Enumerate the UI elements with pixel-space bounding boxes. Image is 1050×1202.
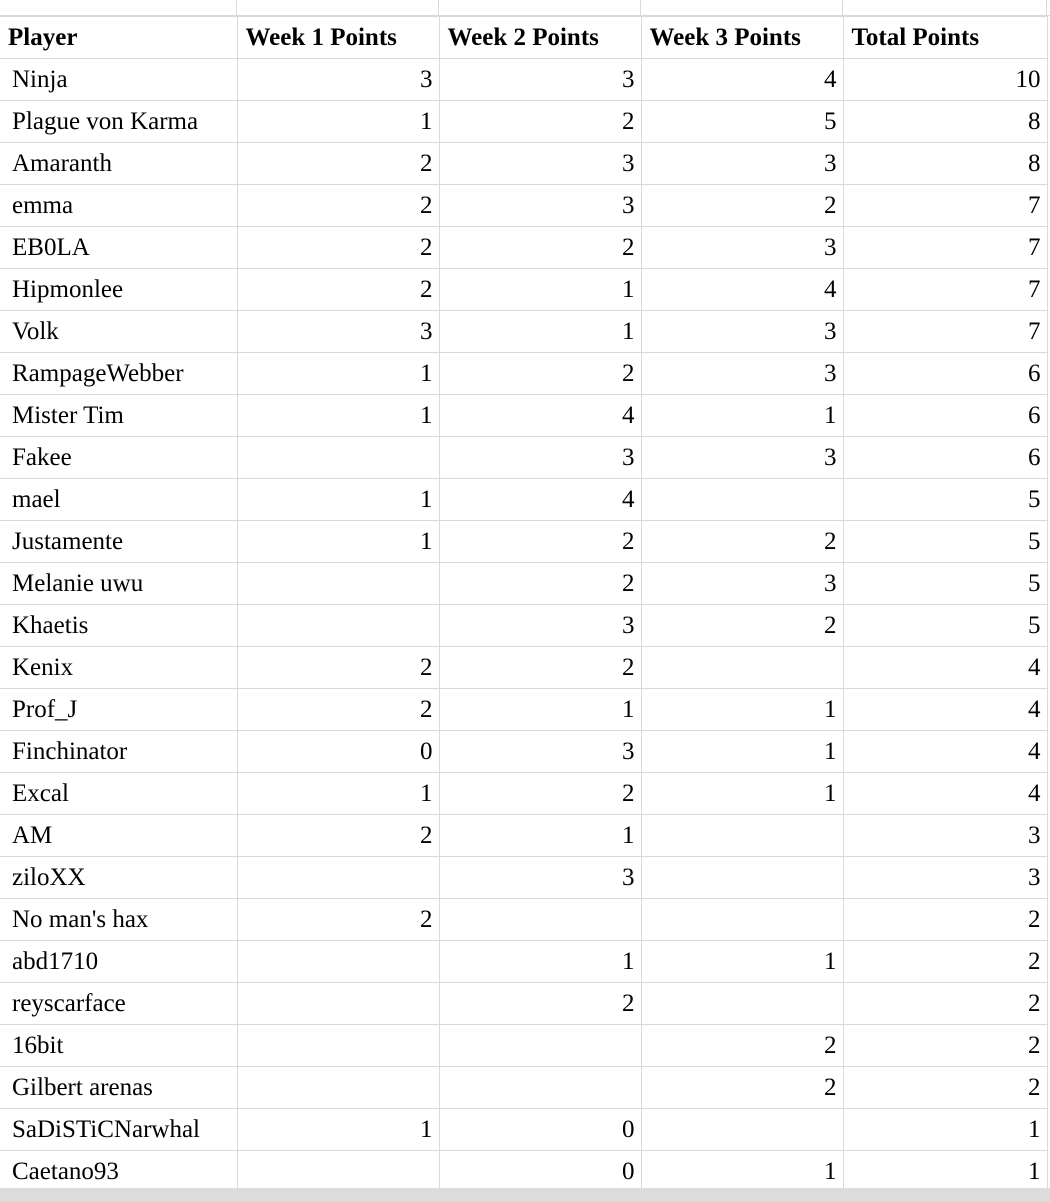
player-cell[interactable]: AM — [0, 815, 237, 857]
player-cell[interactable]: Hipmonlee — [0, 269, 237, 311]
week-3-cell[interactable]: 2 — [641, 605, 843, 647]
week-2-cell[interactable]: 4 — [439, 479, 641, 521]
table-row — [0, 647, 1047, 689]
table-row — [0, 605, 1047, 647]
player-cell[interactable]: EB0LA — [0, 227, 237, 269]
horizontal-scrollbar[interactable] — [0, 1188, 1050, 1202]
total-cell[interactable]: 2 — [843, 1067, 1047, 1109]
week-3-cell[interactable] — [641, 899, 843, 941]
player-cell[interactable]: emma — [0, 185, 237, 227]
total-cell[interactable]: 5 — [843, 563, 1047, 605]
total-cell[interactable]: 5 — [843, 479, 1047, 521]
week-3-cell[interactable]: 4 — [641, 59, 843, 101]
total-cell[interactable]: 7 — [843, 269, 1047, 311]
total-cell[interactable]: 4 — [843, 647, 1047, 689]
table-row — [0, 143, 1047, 185]
week-1-cell[interactable]: 2 — [237, 815, 439, 857]
week-3-cell[interactable]: 1 — [641, 731, 843, 773]
points-table — [0, 16, 1048, 1188]
week-3-cell[interactable]: 3 — [641, 437, 843, 479]
total-cell[interactable]: 7 — [843, 227, 1047, 269]
week-1-cell[interactable]: 2 — [237, 899, 439, 941]
table-row — [0, 1109, 1047, 1151]
header-week-1-points[interactable]: Week 1 Points — [237, 17, 439, 59]
week-3-cell[interactable]: 3 — [641, 143, 843, 185]
week-3-cell[interactable]: 1 — [641, 773, 843, 815]
table-body — [0, 59, 1047, 1189]
strip-cell[interactable] — [0, 0, 237, 16]
week-2-cell[interactable]: 3 — [439, 437, 641, 479]
table-row — [0, 311, 1047, 353]
week-2-cell[interactable]: 1 — [439, 311, 641, 353]
total-cell[interactable]: 4 — [843, 731, 1047, 773]
week-3-cell[interactable]: 2 — [641, 1025, 843, 1067]
week-3-cell[interactable] — [641, 815, 843, 857]
week-1-cell[interactable] — [237, 1025, 439, 1067]
week-2-cell[interactable]: 3 — [439, 143, 641, 185]
table-row — [0, 269, 1047, 311]
total-cell[interactable]: 2 — [843, 941, 1047, 983]
total-cell[interactable]: 2 — [843, 899, 1047, 941]
week-3-cell[interactable]: 3 — [641, 227, 843, 269]
table-row — [0, 395, 1047, 437]
week-2-cell[interactable]: 3 — [439, 185, 641, 227]
week-1-cell[interactable] — [237, 563, 439, 605]
total-cell[interactable]: 8 — [843, 101, 1047, 143]
week-3-cell[interactable]: 1 — [641, 941, 843, 983]
player-cell[interactable]: ziloXX — [0, 857, 237, 899]
total-cell[interactable]: 2 — [843, 1025, 1047, 1067]
week-2-cell[interactable]: 3 — [439, 59, 641, 101]
hidden-row-strip — [0, 0, 1050, 16]
total-cell[interactable]: 7 — [843, 185, 1047, 227]
table-row — [0, 1025, 1047, 1067]
strip-cell[interactable] — [843, 0, 1047, 16]
player-cell[interactable]: Plague von Karma — [0, 101, 237, 143]
header-week-3-points[interactable]: Week 3 Points — [641, 17, 843, 59]
table-row — [0, 941, 1047, 983]
week-3-cell[interactable] — [641, 647, 843, 689]
week-3-cell[interactable]: 1 — [641, 689, 843, 731]
total-cell[interactable]: 8 — [843, 143, 1047, 185]
week-3-cell[interactable]: 2 — [641, 185, 843, 227]
week-2-cell[interactable]: 1 — [439, 689, 641, 731]
player-cell[interactable]: SaDiSTiCNarwhal — [0, 1109, 237, 1151]
total-cell[interactable]: 6 — [843, 395, 1047, 437]
week-2-cell[interactable]: 4 — [439, 395, 641, 437]
table-row — [0, 59, 1047, 101]
table-row — [0, 185, 1047, 227]
total-cell[interactable]: 1 — [843, 1109, 1047, 1151]
week-1-cell[interactable] — [237, 941, 439, 983]
total-cell[interactable]: 6 — [843, 353, 1047, 395]
table-row — [0, 521, 1047, 563]
total-cell[interactable]: 3 — [843, 815, 1047, 857]
week-2-cell[interactable]: 0 — [439, 1151, 641, 1189]
player-cell[interactable]: No man's hax — [0, 899, 237, 941]
week-2-cell[interactable]: 3 — [439, 731, 641, 773]
week-1-cell[interactable]: 1 — [237, 521, 439, 563]
week-2-cell[interactable]: 2 — [439, 521, 641, 563]
week-3-cell[interactable]: 1 — [641, 395, 843, 437]
week-1-cell[interactable]: 1 — [237, 395, 439, 437]
player-cell[interactable]: Prof_J — [0, 689, 237, 731]
player-cell[interactable]: Amaranth — [0, 143, 237, 185]
week-2-cell[interactable]: 2 — [439, 773, 641, 815]
week-1-cell[interactable]: 1 — [237, 773, 439, 815]
player-cell[interactable]: Justamente — [0, 521, 237, 563]
total-cell[interactable]: 10 — [843, 59, 1047, 101]
table-row — [0, 563, 1047, 605]
week-2-cell[interactable]: 2 — [439, 563, 641, 605]
week-1-cell[interactable]: 1 — [237, 101, 439, 143]
total-cell[interactable]: 5 — [843, 605, 1047, 647]
week-2-cell[interactable]: 3 — [439, 857, 641, 899]
week-1-cell[interactable]: 1 — [237, 353, 439, 395]
week-2-cell[interactable]: 2 — [439, 101, 641, 143]
header-week-2-points[interactable]: Week 2 Points — [439, 17, 641, 59]
player-cell[interactable]: RampageWebber — [0, 353, 237, 395]
table-row — [0, 773, 1047, 815]
week-3-cell[interactable]: 2 — [641, 521, 843, 563]
week-3-cell[interactable] — [641, 479, 843, 521]
table-row — [0, 731, 1047, 773]
week-1-cell[interactable] — [237, 1067, 439, 1109]
player-cell[interactable]: Fakee — [0, 437, 237, 479]
player-cell[interactable]: mael — [0, 479, 237, 521]
total-cell[interactable]: 1 — [843, 1151, 1047, 1189]
week-3-cell[interactable]: 3 — [641, 311, 843, 353]
week-3-cell[interactable] — [641, 1109, 843, 1151]
week-1-cell[interactable] — [237, 857, 439, 899]
player-cell[interactable]: Mister Tim — [0, 395, 237, 437]
table-row — [0, 479, 1047, 521]
week-3-cell[interactable]: 2 — [641, 1067, 843, 1109]
week-2-cell[interactable]: 2 — [439, 353, 641, 395]
week-2-cell[interactable]: 2 — [439, 227, 641, 269]
player-cell[interactable]: Caetano93 — [0, 1151, 237, 1189]
table-row — [0, 353, 1047, 395]
total-cell[interactable]: 7 — [843, 311, 1047, 353]
week-1-cell[interactable]: 2 — [237, 227, 439, 269]
strip-cell[interactable] — [237, 0, 439, 16]
week-1-cell[interactable]: 3 — [237, 311, 439, 353]
player-cell[interactable]: Kenix — [0, 647, 237, 689]
table-row — [0, 815, 1047, 857]
table-row — [0, 101, 1047, 143]
week-2-cell[interactable] — [439, 1025, 641, 1067]
week-3-cell[interactable]: 3 — [641, 353, 843, 395]
week-1-cell[interactable] — [237, 437, 439, 479]
header-row — [0, 17, 1047, 59]
week-1-cell[interactable] — [237, 983, 439, 1025]
week-3-cell[interactable] — [641, 857, 843, 899]
week-3-cell[interactable]: 3 — [641, 563, 843, 605]
week-3-cell[interactable]: 1 — [641, 1151, 843, 1189]
player-cell[interactable]: Volk — [0, 311, 237, 353]
table-row — [0, 1151, 1047, 1189]
table-row — [0, 227, 1047, 269]
week-1-cell[interactable]: 1 — [237, 1109, 439, 1151]
player-cell[interactable]: Excal — [0, 773, 237, 815]
week-1-cell[interactable]: 0 — [237, 731, 439, 773]
total-cell[interactable]: 3 — [843, 857, 1047, 899]
total-cell[interactable]: 5 — [843, 521, 1047, 563]
table-row — [0, 1067, 1047, 1109]
week-3-cell[interactable]: 4 — [641, 269, 843, 311]
player-cell[interactable]: Gilbert arenas — [0, 1067, 237, 1109]
week-1-cell[interactable]: 2 — [237, 143, 439, 185]
week-3-cell[interactable]: 5 — [641, 101, 843, 143]
total-cell[interactable]: 4 — [843, 773, 1047, 815]
week-2-cell[interactable] — [439, 899, 641, 941]
week-2-cell[interactable]: 1 — [439, 941, 641, 983]
week-1-cell[interactable]: 2 — [237, 689, 439, 731]
player-cell[interactable]: 16bit — [0, 1025, 237, 1067]
table-row — [0, 899, 1047, 941]
week-2-cell[interactable]: 2 — [439, 983, 641, 1025]
week-1-cell[interactable]: 2 — [237, 647, 439, 689]
week-2-cell[interactable]: 2 — [439, 647, 641, 689]
week-1-cell[interactable] — [237, 605, 439, 647]
week-1-cell[interactable]: 2 — [237, 185, 439, 227]
week-1-cell[interactable]: 3 — [237, 59, 439, 101]
week-2-cell[interactable]: 3 — [439, 605, 641, 647]
week-2-cell[interactable]: 1 — [439, 269, 641, 311]
total-cell[interactable]: 2 — [843, 983, 1047, 1025]
strip-cell[interactable] — [439, 0, 641, 16]
week-1-cell[interactable]: 2 — [237, 269, 439, 311]
table-row — [0, 437, 1047, 479]
week-3-cell[interactable] — [641, 983, 843, 1025]
player-cell[interactable]: Ninja — [0, 59, 237, 101]
player-cell[interactable]: Khaetis — [0, 605, 237, 647]
header-total-points[interactable]: Total Points — [843, 17, 1047, 59]
week-2-cell[interactable] — [439, 1067, 641, 1109]
player-cell[interactable]: abd1710 — [0, 941, 237, 983]
total-cell[interactable]: 4 — [843, 689, 1047, 731]
week-1-cell[interactable] — [237, 1151, 439, 1189]
table-row — [0, 689, 1047, 731]
player-cell[interactable]: Finchinator — [0, 731, 237, 773]
week-2-cell[interactable]: 1 — [439, 815, 641, 857]
week-2-cell[interactable]: 0 — [439, 1109, 641, 1151]
player-cell[interactable]: reyscarface — [0, 983, 237, 1025]
table-row — [0, 857, 1047, 899]
total-cell[interactable]: 6 — [843, 437, 1047, 479]
strip-cell[interactable] — [641, 0, 843, 16]
player-cell[interactable]: Melanie uwu — [0, 563, 237, 605]
week-1-cell[interactable]: 1 — [237, 479, 439, 521]
header-player[interactable]: Player — [0, 17, 237, 59]
table-row — [0, 983, 1047, 1025]
